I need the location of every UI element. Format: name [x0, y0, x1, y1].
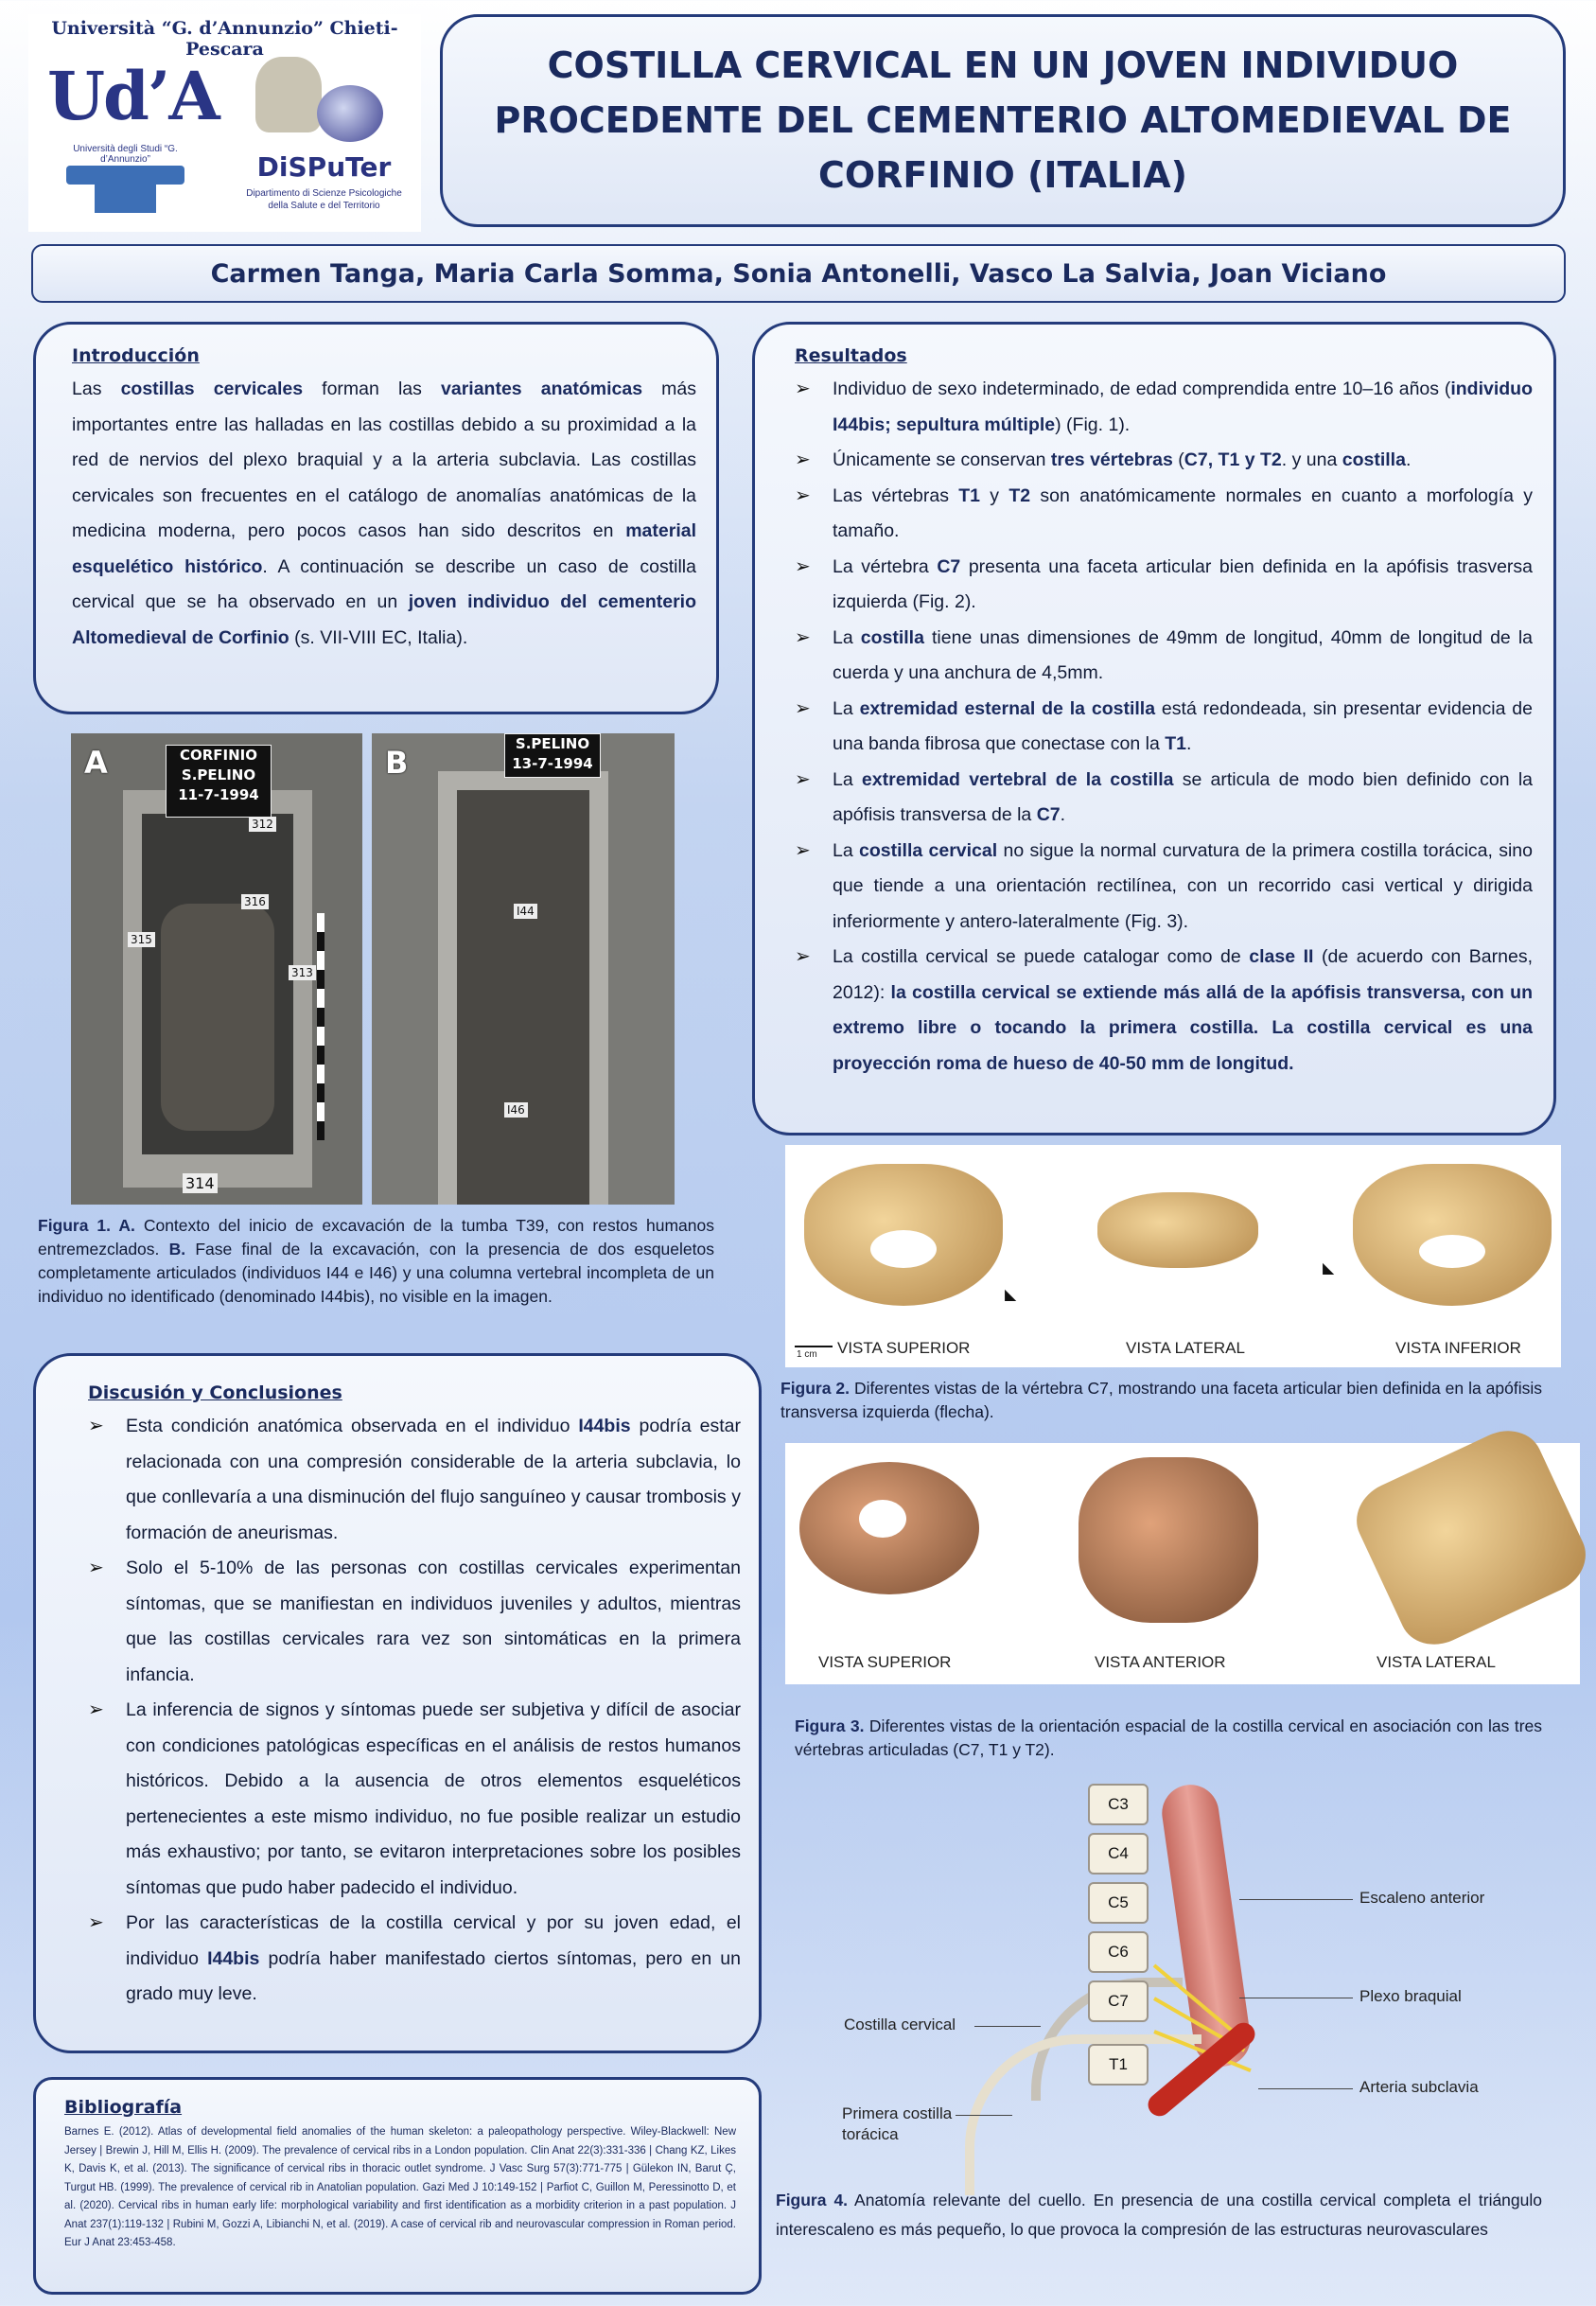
- scale-bar: [795, 1346, 833, 1347]
- bibliography-heading: Bibliografía: [64, 2097, 183, 2118]
- vertebra-label: C7: [1088, 1980, 1149, 2022]
- results-item: ➢ Únicamente se conservan tres vértebras (C7, T1 y T2. y una costilla.: [795, 443, 1533, 479]
- arrow-bullet-icon: ➢: [795, 839, 811, 861]
- discussion-item: ➢ La inferencia de signos y síntomas puede ser subjetiva y difícil de asociar con condiciones patológicas específicas en el análisis de restos humanos históricos. Debido a la ausencia de otros elementos esqueléticos pertenecientes a este mismo individuo, no fue posible realizar un estudio más exhaustivo; por tanto, se evitaron interpretaciones sobre los posibles síntomas que pudo haber padecido el individuo.: [88, 1693, 741, 1906]
- excavation-photo-b: [372, 733, 675, 1205]
- discussion-item: ➢ Solo el 5-10% de las personas con costillas cervicales experimentan síntomas, que se manifiestan en individuos juveniles y adultos, mientras que las costillas cervicales rara vez son sintomáticas en la primera infancia.: [88, 1551, 741, 1693]
- arrow-bullet-icon: ➢: [88, 1912, 104, 1933]
- scale-label: 1 cm: [797, 1349, 817, 1360]
- view-label: VISTA ANTERIOR: [1095, 1653, 1226, 1671]
- arrow-bullet-icon: ➢: [88, 1558, 104, 1578]
- uda-logo-text: Ud’A: [47, 57, 219, 135]
- discussion-item: ➢ Esta condición anatómica observada en el individuo I44bis podría estar relacionada con una compresión considerable de la arteria subclavia, lo que conllevaría a una disminución del flujo sanguíneo y causar trombosis y formación de aneurismas.: [88, 1409, 741, 1551]
- introduction-box: [33, 322, 719, 714]
- figure-1-caption: Figura 1. A. Contexto del inicio de excavación de la tumba T39, con restos humanos entremezclados. B. Fase final de la excavación, con la presencia de dos esqueletos completamente articulados (individuos I44 e I46) y una columna vertebral incompleta de un individuo no identificado (denominado I44bis), no visible en la imagen.: [38, 1216, 714, 1306]
- cervical-rib-lateral: [1345, 1418, 1596, 1657]
- university-logos: [28, 14, 421, 232]
- bibliography-text: Barnes E. (2012). Atlas of developmental field anomalies of the human skeleton: a paleopathology perspective. Wiley-Blackwell: New Jersey | Brewin J, Hill M, Ellis H. (2009). The prevalence of cervical ribs in a London population. Clin Anat 22(3):331-336 | Chang KZ, Likes K, Davis K, et al. (2013). The significance of cervical ribs in thoracic outlet syndrome. J Vasc Surg 57(3):771-775 | Gülekon IN, Barut Ç, Turgut HB. (1999). The prevalence of cervical rib in Anatolian population. Gazi Med J 10:149-152 | Parfiot C, Guillon M, Peressinotto D, et al. (2020). Cervical ribs in human early life: morphological variability and first identification as a morbidity criterion in a past population. J Anat 237(1):119-132 | Rubini M, Gozzi A, Libianchi N, et al. (2019). A case of cervical rib and neurovascular compression in Roman period. Eur J Anat 23:453-458.: [64, 2126, 736, 2248]
- results-item: ➢ La vértebra C7 presenta una faceta articular bien definida en la apófisis trasversa izquierda (Fig. 2).: [795, 550, 1533, 621]
- results-item: ➢ Las vértebras T1 y T2 son anatómicamente normales en cuanto a morfología y tamaño.: [795, 479, 1533, 550]
- figure-2-image: [785, 1145, 1561, 1367]
- diagram-label: Arteria subclavia: [1359, 2078, 1479, 2096]
- discussion-list: [88, 1409, 741, 2013]
- view-label: VISTA SUPERIOR: [818, 1653, 952, 1671]
- figure-1-photos: [71, 733, 675, 1205]
- excavation-sign-a: CORFINIO S.PELINO 11-7-1994: [166, 745, 272, 818]
- grave-tag: 313: [289, 965, 316, 980]
- results-item: ➢ La extremidad vertebral de la costilla se articula de modo bien definido con la apófisis transversa de la C7.: [795, 763, 1533, 834]
- results-item: ➢ La costilla cervical se puede catalogar como de clase II (de acuerdo con Barnes, 2012): la costilla cervical se extiende más allá de la apófisis transversa, con un extremo libre o tocando la primera costilla. La costilla cervical es una proyección roma de hueso de 40-50 mm de longitud.: [795, 940, 1533, 1082]
- excavation-photo-a: [71, 733, 362, 1205]
- arrow-bullet-icon: ➢: [88, 1699, 104, 1720]
- figure-3-image: [785, 1443, 1580, 1684]
- results-list: [795, 372, 1533, 1082]
- figure-2-caption: Figura 2. Diferentes vistas de la vértebra C7, mostrando una faceta articular bien definida en la apófisis transversa izquierda (flecha).: [780, 1379, 1542, 1421]
- cervical-rib-anterior: [1079, 1457, 1258, 1623]
- arrow-bullet-icon: ➢: [795, 697, 811, 719]
- arrow-bullet-icon: ➢: [88, 1416, 104, 1436]
- diagram-label: Plexo braquial: [1359, 1987, 1462, 2005]
- university-name: Università “G. d’Annunzio” Chieti-Pescara: [51, 18, 398, 60]
- disputer-subtitle: Dipartimento di Scienze Psicologiche della Salute e del Territorio: [246, 188, 402, 211]
- diagram-label: Primera costilla torácica: [842, 2104, 953, 2143]
- arrow-pointer-icon: ◣: [1323, 1260, 1335, 1276]
- photo-letter-a: A: [84, 745, 108, 781]
- vertebra-label: C6: [1088, 1931, 1149, 1973]
- view-label: VISTA INFERIOR: [1395, 1339, 1521, 1357]
- discussion-box: [33, 1353, 762, 2053]
- results-heading: Resultados: [795, 345, 907, 366]
- arrow-bullet-icon: ➢: [795, 484, 811, 506]
- grave-tag: 314: [183, 1173, 218, 1193]
- arrow-pointer-icon: ◣: [1005, 1287, 1017, 1303]
- discussion-heading: Discusión y Conclusiones: [88, 1382, 342, 1403]
- diagram-label: Costilla cervical: [844, 2016, 956, 2033]
- statue-head-icon: [255, 57, 322, 132]
- authors-box: [31, 244, 1566, 303]
- introduction-heading: Introducción: [72, 345, 200, 366]
- excavation-sign-b: S.PELINO 13-7-1994: [504, 733, 601, 778]
- view-label: VISTA SUPERIOR: [837, 1339, 971, 1357]
- individual-tag: I44: [514, 904, 537, 919]
- individual-tag: I46: [504, 1102, 528, 1118]
- view-label: VISTA LATERAL: [1126, 1339, 1245, 1357]
- results-item: ➢ Individuo de sexo indeterminado, de edad comprendida entre 10–16 años (individuo I44bis; sepultura múltiple) (Fig. 1).: [795, 372, 1533, 443]
- scale-bar: [317, 913, 324, 1140]
- diagram-label: Escaleno anterior: [1359, 1889, 1485, 1907]
- title-box: [440, 14, 1566, 227]
- discussion-item: ➢ Por las características de la costilla cervical y por su joven edad, el individuo I44bis podría haber manifestado ciertos síntomas, pero en un grado muy leve.: [88, 1906, 741, 2013]
- photo-letter-b: B: [385, 745, 409, 781]
- grave-tag: 315: [128, 932, 155, 947]
- uda-logo-post: [95, 185, 156, 213]
- vertebra-label: T1: [1088, 2044, 1149, 2086]
- arrow-bullet-icon: ➢: [795, 768, 811, 790]
- uda-logo-base: [66, 166, 184, 185]
- disputer-name: DiSPuTer: [256, 151, 392, 183]
- vertebra-label: C4: [1088, 1833, 1149, 1875]
- globe-icon: [317, 85, 383, 142]
- authors-list: Carmen Tanga, Maria Carla Somma, Sonia Antonelli, Vasco La Salvia, Joan Viciano: [210, 259, 1387, 289]
- results-item: ➢ La costilla cervical no sigue la normal curvatura de la primera costilla torácica, sino que tiende a una orientación rectilínea, con un recorrido casi vertical y dirigida inferiormente y antero-lateralmente (Fig. 3).: [795, 834, 1533, 941]
- arrow-bullet-icon: ➢: [795, 449, 811, 470]
- introduction-text: Las costillas cervicales forman las variantes anatómicas más importantes entre las halladas en las costillas debido a su proximidad a la red de nervios del plexo braquial y a la arteria subclavia. Las costillas cervicales son frecuentes en el catálogo de anomalías anatómicas de la medicina moderna, pero pocos casos han sido descritos en material esquelético histórico. A continuación se describe un caso de costilla cervical que se ha observado en un joven individuo del cementerio Altomedieval de Corfinio (s. VII-VIII EC, Italia).: [72, 378, 697, 648]
- arrow-bullet-icon: ➢: [795, 555, 811, 577]
- figure-4-diagram: [823, 1784, 1504, 2157]
- grave-tag: 316: [241, 894, 269, 909]
- grave-tag: 312: [249, 817, 276, 832]
- bibliography-box: [33, 2077, 762, 2295]
- vertebra-label: C3: [1088, 1784, 1149, 1825]
- arrow-bullet-icon: ➢: [795, 378, 811, 399]
- uda-logo: [47, 57, 219, 218]
- vertebra-label: C5: [1088, 1882, 1149, 1924]
- results-box: [752, 322, 1556, 1135]
- arrow-bullet-icon: ➢: [795, 626, 811, 648]
- vertebra-c7-lateral: [1097, 1192, 1258, 1268]
- figure-3-caption: Figura 3. Diferentes vistas de la orientación espacial de la costilla cervical en asociación con las tres vértebras articuladas (C7, T1 y T2).: [795, 1716, 1542, 1759]
- arrow-bullet-icon: ➢: [795, 946, 811, 967]
- results-item: ➢ La extremidad esternal de la costilla está redondeada, sin presentar evidencia de una banda fibrosa que conectase con la T1.: [795, 692, 1533, 763]
- view-label: VISTA LATERAL: [1377, 1653, 1496, 1671]
- disputer-logo: [237, 57, 412, 227]
- uda-logo-subtitle: Università degli Studi “G. d’Annunzio”: [73, 144, 178, 165]
- figure-4-caption: Figura 4. Anatomía relevante del cuello. En presencia de una costilla cervical completa el triángulo interescaleno es más pequeño, lo que provoca la compresión de las estructuras neurovasculares: [776, 2191, 1543, 2239]
- poster-title: COSTILLA CERVICAL EN UN JOVEN INDIVIDUO PROCEDENTE DEL CEMENTERIO ALTOMEDIEVAL DE CORFINIO (ITALIA): [494, 44, 1512, 196]
- results-item: ➢ La costilla tiene unas dimensiones de 49mm de longitud, 40mm de longitud de la cuerda y una anchura de 4,5mm.: [795, 621, 1533, 692]
